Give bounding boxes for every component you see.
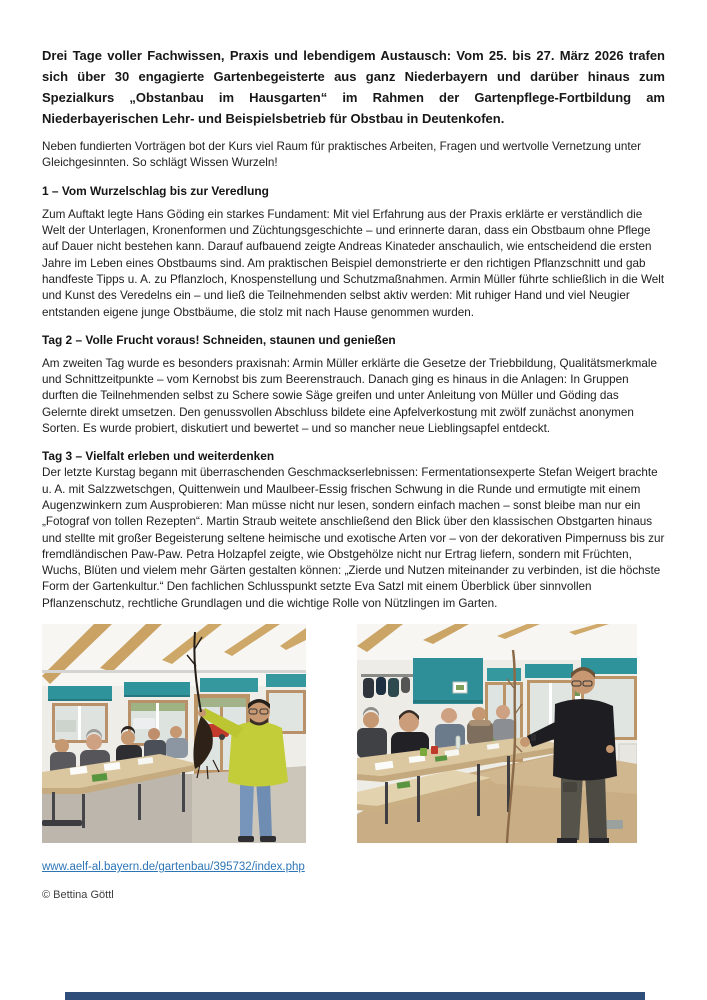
footer-bar <box>65 992 645 1000</box>
photo-classroom-grafting <box>42 624 306 843</box>
section-heading-day1: 1 – Vom Wurzelschlag bis zur Veredlung <box>42 183 269 198</box>
photo-classroom-tree-demo <box>357 624 637 843</box>
photo-row <box>42 624 665 843</box>
section-body-day2: Am zweiten Tag wurde es besonders praxisnah: Armin Müller erklärte die Gesetze der Triebbildung, Qualitätsmerkmale und Schnittzeitpunkte – vom Kernobst bis zum Beerenstrauch. Danach ging es hinaus in die Anlagen: In Gruppen durften die Teilnehmenden selbst zu Schere sowie Säge greifen und unter Anleitung von Müller und Göding das Gelernte direkt umsetzen. Den genussvollen Abschluss bildete eine Apfelverkostung mit zwölf zunächst anonymen Sorten. Es wurde probiert, diskutiert und bewertet – und so mancher neue Lieblingsapfel entdeckt. <box>42 356 657 436</box>
lead-paragraph: Neben fundierten Vorträgen bot der Kurs viel Raum für praktisches Arbeiten, Fragen und wertvolle Vernetzung unter Gleichgesinnten. So schlägt Wissen Wurzeln! <box>42 140 641 170</box>
article-link[interactable]: www.aelf-al.bayern.de/gartenbau/395732/index.php <box>42 861 305 874</box>
link-row <box>42 857 665 875</box>
photo-credit: © Bettina Göttl <box>42 889 114 902</box>
section-heading-day3: Tag 3 – Vielfalt erleben und weiterdenken <box>42 449 275 464</box>
section-body-day3: Der letzte Kurstag begann mit überraschenden Geschmackserlebnissen: Fermentationsexperte Stefan Weigert brachte u. A. mit Salzzwetschgen, Quittenwein und Maulbeer-Essig frischen Schwung in die Runde und ermutigte mit einem Augenzwinkern zum Ausprobieren: Man müsse nicht nur lesen, sondern einfach machen – sonst bleibe man nur ein „Fotograf von tollen Rezepten“. Martin Straub weitete anschließend den Blick über den klassischen Obstgarten hinaus und stellte mit großer Begeisterung seltene heimische und exotische Arten vor – von der dekorativen Pimpernuss bis zur fremdländischen Paw-Paw. Petra Holzapfel zeigte, wie Obstgehölze nicht nur Ertrag liefern, sondern mit Früchten, Wuchs, Blüten und vielem mehr Gärten gestalten können: „Zierde und Nutzen miteinander zu verbinden, ist die höchste Form der Gartenkultur.“ Den fachlichen Schlusspunkt setzte Eva Satzl mit einem Überblick über sinnvollen Pflanzenschutz, rechtliche Grundlagen und die wichtige Rolle von Nützlingen im Garten. <box>42 466 665 610</box>
section-heading-day2: Tag 2 – Volle Frucht voraus! Schneiden, staunen und genießen <box>42 332 396 347</box>
section-body-day1: Zum Auftakt legte Hans Göding ein starkes Fundament: Mit viel Erfahrung aus der Praxis erklärte er verständlich die Welt der Unterlagen, Kronenformen und Züchtungsgeschichte – und erinnerte daran, dass ein Obstbaum ohne Pflege auf Dauer nicht bestehen kann. Darauf aufbauend zeigte Andreas Kinateder anschaulich, wie entscheidend die ersten Jahre im Leben eines Obstbaums sind. Am praktischen Beispiel demonstrierte er den richtigen Pflanzschnitt und gab handfeste Tipps u. A. zu Pflanzloch, Knospenstellung und Schutzmaßnahmen. Armin Müller führte schließlich in die Welt und Kunst des Veredelns ein – und ließ die Teilnehmenden selbst aktiv werden: Mit ruhiger Hand und viel Neugier entstanden eigene junge Obstbäume, die stolz mit nach Hause genommen wurden. <box>42 207 665 319</box>
intro-paragraph: Drei Tage voller Fachwissen, Praxis und lebendigem Austausch: Vom 25. bis 27. März 2026 trafen sich über 30 engagierte Gartenbegeisterte aus ganz Niederbayern und darüber hinaus zum Spezialkurs „Obstanbau im Hausgarten“ im Rahmen der Gartenpflege-Fortbildung am Niederbayerischen Lehr- und Beispielsbetrieb für Obstbau in Deutenkofen. <box>42 48 665 126</box>
